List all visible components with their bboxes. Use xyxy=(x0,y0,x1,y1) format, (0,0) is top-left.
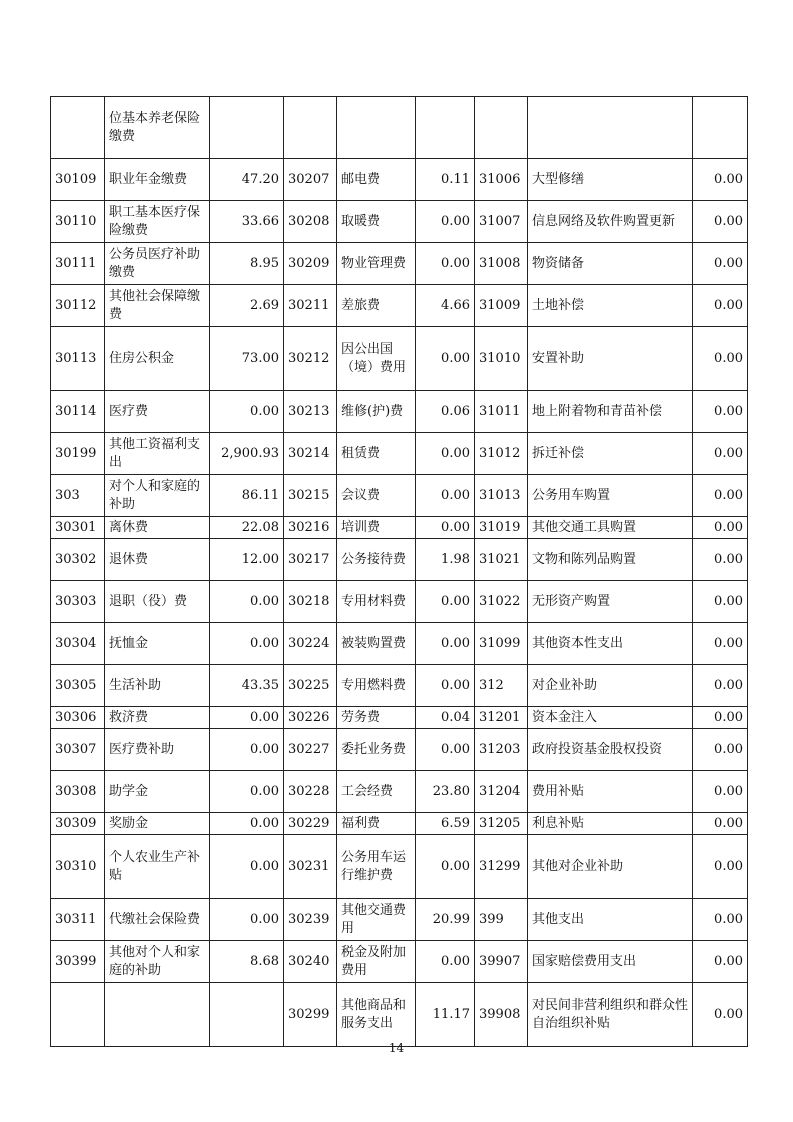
item-amount: 0.00 xyxy=(693,899,748,941)
item-name: 土地补偿 xyxy=(528,285,693,327)
item-code: 30310 xyxy=(51,835,105,899)
item-amount: 0.00 xyxy=(693,623,748,665)
item-name: 其他社会保障缴费 xyxy=(105,285,210,327)
item-name: 医疗费补助 xyxy=(105,729,210,771)
item-amount: 0.00 xyxy=(693,665,748,707)
table-row xyxy=(51,159,748,201)
item-amount: 0.00 xyxy=(693,327,748,391)
item-code: 30301 xyxy=(51,517,105,539)
item-name: 国家赔偿费用支出 xyxy=(528,941,693,983)
item-name: 物业管理费 xyxy=(337,243,416,285)
item-amount xyxy=(416,97,475,159)
item-amount: 0.00 xyxy=(416,835,475,899)
item-code: 31013 xyxy=(475,475,528,517)
item-name: 离休费 xyxy=(105,517,210,539)
item-amount: 8.68 xyxy=(210,941,284,983)
item-amount xyxy=(210,97,284,159)
item-name: 福利费 xyxy=(337,813,416,835)
table-row xyxy=(51,899,748,941)
item-code: 31201 xyxy=(475,707,528,729)
item-code: 30225 xyxy=(284,665,337,707)
item-name: 其他交通工具购置 xyxy=(528,517,693,539)
item-amount: 0.00 xyxy=(210,899,284,941)
item-code: 31012 xyxy=(475,433,528,475)
item-code: 399 xyxy=(475,899,528,941)
table-row xyxy=(51,707,748,729)
item-amount: 0.06 xyxy=(416,391,475,433)
item-code xyxy=(284,97,337,159)
item-amount: 0.00 xyxy=(693,475,748,517)
item-code: 31099 xyxy=(475,623,528,665)
item-code xyxy=(51,97,105,159)
item-amount: 0.00 xyxy=(210,729,284,771)
item-name: 医疗费 xyxy=(105,391,210,433)
item-code: 30306 xyxy=(51,707,105,729)
item-amount: 0.00 xyxy=(693,771,748,813)
item-code: 30213 xyxy=(284,391,337,433)
item-name xyxy=(528,97,693,159)
item-name: 其他对个人和家庭的补助 xyxy=(105,941,210,983)
item-name: 公务接待费 xyxy=(337,539,416,581)
item-name: 劳务费 xyxy=(337,707,416,729)
item-name: 对企业补助 xyxy=(528,665,693,707)
item-name: 生活补助 xyxy=(105,665,210,707)
item-code: 30214 xyxy=(284,433,337,475)
item-name xyxy=(337,97,416,159)
item-amount: 0.00 xyxy=(693,707,748,729)
item-amount: 0.00 xyxy=(416,433,475,475)
item-code: 31021 xyxy=(475,539,528,581)
item-amount: 0.00 xyxy=(210,581,284,623)
item-name: 奖励金 xyxy=(105,813,210,835)
item-code: 312 xyxy=(475,665,528,707)
item-name: 代缴社会保险费 xyxy=(105,899,210,941)
item-code: 31022 xyxy=(475,581,528,623)
item-name: 租赁费 xyxy=(337,433,416,475)
item-code: 31299 xyxy=(475,835,528,899)
item-code: 30110 xyxy=(51,201,105,243)
item-code: 30227 xyxy=(284,729,337,771)
item-amount: 4.66 xyxy=(416,285,475,327)
item-code: 31008 xyxy=(475,243,528,285)
item-name: 退职（役）费 xyxy=(105,581,210,623)
item-code: 30308 xyxy=(51,771,105,813)
table-row xyxy=(51,475,748,517)
item-code: 30226 xyxy=(284,707,337,729)
item-amount: 11.17 xyxy=(416,983,475,1047)
item-name: 其他交通费用 xyxy=(337,899,416,941)
item-amount: 0.00 xyxy=(693,581,748,623)
item-code: 30114 xyxy=(51,391,105,433)
item-code: 30111 xyxy=(51,243,105,285)
table-row xyxy=(51,97,748,159)
item-name: 会议费 xyxy=(337,475,416,517)
item-name: 其他工资福利支出 xyxy=(105,433,210,475)
item-name: 委托业务费 xyxy=(337,729,416,771)
item-code: 39907 xyxy=(475,941,528,983)
item-name: 文物和陈列品购置 xyxy=(528,539,693,581)
item-amount: 0.00 xyxy=(693,941,748,983)
item-name: 个人农业生产补贴 xyxy=(105,835,210,899)
item-amount: 0.00 xyxy=(416,665,475,707)
item-name: 对民间非营利组织和群众性自治组织补贴 xyxy=(528,983,693,1047)
item-name: 信息网络及软件购置更新 xyxy=(528,201,693,243)
table-row xyxy=(51,729,748,771)
item-amount: 43.35 xyxy=(210,665,284,707)
item-name: 物资储备 xyxy=(528,243,693,285)
item-name: 公务用车运行维护费 xyxy=(337,835,416,899)
table-row xyxy=(51,243,748,285)
item-amount: 2.69 xyxy=(210,285,284,327)
item-code: 30399 xyxy=(51,941,105,983)
item-amount: 0.00 xyxy=(693,201,748,243)
item-amount: 23.80 xyxy=(416,771,475,813)
item-code: 30112 xyxy=(51,285,105,327)
item-name: 差旅费 xyxy=(337,285,416,327)
item-name: 安置补助 xyxy=(528,327,693,391)
item-amount: 0.00 xyxy=(693,729,748,771)
item-name: 对个人和家庭的补助 xyxy=(105,475,210,517)
item-name xyxy=(105,983,210,1047)
table-row xyxy=(51,539,748,581)
item-name: 邮电费 xyxy=(337,159,416,201)
item-name: 其他资本性支出 xyxy=(528,623,693,665)
table-row xyxy=(51,517,748,539)
item-name: 其他支出 xyxy=(528,899,693,941)
item-name: 退休费 xyxy=(105,539,210,581)
item-amount xyxy=(693,97,748,159)
table-row xyxy=(51,813,748,835)
table-row xyxy=(51,433,748,475)
item-amount: 0.00 xyxy=(416,941,475,983)
item-amount: 0.00 xyxy=(210,771,284,813)
item-amount: 0.00 xyxy=(210,623,284,665)
item-code: 30302 xyxy=(51,539,105,581)
item-name: 职工基本医疗保险缴费 xyxy=(105,201,210,243)
item-name: 救济费 xyxy=(105,707,210,729)
item-amount: 2,900.93 xyxy=(210,433,284,475)
item-amount: 0.00 xyxy=(693,159,748,201)
item-amount: 0.00 xyxy=(210,835,284,899)
item-name: 利息补贴 xyxy=(528,813,693,835)
item-amount: 0.00 xyxy=(416,517,475,539)
table-row xyxy=(51,623,748,665)
item-code: 303 xyxy=(51,475,105,517)
item-amount: 20.99 xyxy=(416,899,475,941)
item-code: 30304 xyxy=(51,623,105,665)
item-amount: 0.00 xyxy=(416,729,475,771)
item-amount: 0.00 xyxy=(693,391,748,433)
item-code: 30224 xyxy=(284,623,337,665)
item-code: 30217 xyxy=(284,539,337,581)
item-name: 拆迁补偿 xyxy=(528,433,693,475)
item-name: 专用燃料费 xyxy=(337,665,416,707)
item-code xyxy=(51,983,105,1047)
item-name: 无形资产购置 xyxy=(528,581,693,623)
item-code: 31009 xyxy=(475,285,528,327)
item-code: 30240 xyxy=(284,941,337,983)
item-name: 因公出国（境）费用 xyxy=(337,327,416,391)
table-body xyxy=(51,97,748,1047)
page-number: 14 xyxy=(388,1041,405,1055)
item-code: 31006 xyxy=(475,159,528,201)
item-name: 住房公积金 xyxy=(105,327,210,391)
item-code: 30303 xyxy=(51,581,105,623)
item-code: 30113 xyxy=(51,327,105,391)
table-row xyxy=(51,201,748,243)
item-code: 30309 xyxy=(51,813,105,835)
item-code: 30231 xyxy=(284,835,337,899)
item-code: 39908 xyxy=(475,983,528,1047)
item-code: 30212 xyxy=(284,327,337,391)
item-name: 税金及附加费用 xyxy=(337,941,416,983)
item-name: 专用材料费 xyxy=(337,581,416,623)
item-amount: 0.00 xyxy=(693,517,748,539)
item-amount: 86.11 xyxy=(210,475,284,517)
item-amount: 0.00 xyxy=(416,201,475,243)
item-code: 30307 xyxy=(51,729,105,771)
item-code: 31019 xyxy=(475,517,528,539)
item-amount: 22.08 xyxy=(210,517,284,539)
item-name: 其他对企业补助 xyxy=(528,835,693,899)
item-name: 被装购置费 xyxy=(337,623,416,665)
item-name: 其他商品和服务支出 xyxy=(337,983,416,1047)
item-name: 位基本养老保险缴费 xyxy=(105,97,210,159)
item-code: 30305 xyxy=(51,665,105,707)
item-amount: 0.00 xyxy=(693,243,748,285)
item-code: 31007 xyxy=(475,201,528,243)
item-name: 维修(护)费 xyxy=(337,391,416,433)
item-amount: 0.00 xyxy=(416,581,475,623)
table-row xyxy=(51,941,748,983)
item-code xyxy=(475,97,528,159)
item-code: 30211 xyxy=(284,285,337,327)
item-code: 31204 xyxy=(475,771,528,813)
item-amount: 73.00 xyxy=(210,327,284,391)
item-amount: 0.00 xyxy=(693,285,748,327)
item-name: 职业年金缴费 xyxy=(105,159,210,201)
item-amount: 0.00 xyxy=(693,539,748,581)
item-name: 取暖费 xyxy=(337,201,416,243)
table-row xyxy=(51,771,748,813)
item-amount: 0.11 xyxy=(416,159,475,201)
item-amount: 0.00 xyxy=(693,433,748,475)
table-row xyxy=(51,581,748,623)
item-code: 30209 xyxy=(284,243,337,285)
item-code: 31011 xyxy=(475,391,528,433)
item-amount: 0.00 xyxy=(416,243,475,285)
item-name: 培训费 xyxy=(337,517,416,539)
item-name: 资本金注入 xyxy=(528,707,693,729)
item-name: 费用补贴 xyxy=(528,771,693,813)
item-code: 30207 xyxy=(284,159,337,201)
item-name: 地上附着物和青苗补偿 xyxy=(528,391,693,433)
item-name: 公务用车购置 xyxy=(528,475,693,517)
item-code: 30239 xyxy=(284,899,337,941)
item-amount: 0.00 xyxy=(416,623,475,665)
item-name: 抚恤金 xyxy=(105,623,210,665)
item-amount: 0.04 xyxy=(416,707,475,729)
item-name: 工会经费 xyxy=(337,771,416,813)
table-row xyxy=(51,285,748,327)
item-amount: 0.00 xyxy=(210,391,284,433)
item-name: 大型修缮 xyxy=(528,159,693,201)
item-code: 30109 xyxy=(51,159,105,201)
item-code: 30216 xyxy=(284,517,337,539)
item-name: 政府投资基金股权投资 xyxy=(528,729,693,771)
item-amount: 0.00 xyxy=(416,327,475,391)
table-row xyxy=(51,665,748,707)
table-row xyxy=(51,983,748,1047)
item-amount: 1.98 xyxy=(416,539,475,581)
item-amount: 0.00 xyxy=(416,475,475,517)
item-code: 30208 xyxy=(284,201,337,243)
item-name: 公务员医疗补助缴费 xyxy=(105,243,210,285)
item-code: 31205 xyxy=(475,813,528,835)
item-amount: 0.00 xyxy=(210,813,284,835)
table-row xyxy=(51,391,748,433)
item-code: 31010 xyxy=(475,327,528,391)
item-code: 30229 xyxy=(284,813,337,835)
item-amount: 12.00 xyxy=(210,539,284,581)
item-amount: 6.59 xyxy=(416,813,475,835)
table-row xyxy=(51,835,748,899)
item-code: 30199 xyxy=(51,433,105,475)
item-code: 30218 xyxy=(284,581,337,623)
item-amount: 8.95 xyxy=(210,243,284,285)
item-amount: 47.20 xyxy=(210,159,284,201)
item-amount: 0.00 xyxy=(693,813,748,835)
item-amount: 0.00 xyxy=(693,983,748,1047)
item-code: 30228 xyxy=(284,771,337,813)
item-amount xyxy=(210,983,284,1047)
item-code: 31203 xyxy=(475,729,528,771)
table-row xyxy=(51,327,748,391)
item-amount: 33.66 xyxy=(210,201,284,243)
item-code: 30311 xyxy=(51,899,105,941)
budget-expenditure-table xyxy=(50,96,748,1047)
item-amount: 0.00 xyxy=(210,707,284,729)
item-name: 助学金 xyxy=(105,771,210,813)
item-amount: 0.00 xyxy=(693,835,748,899)
item-code: 30299 xyxy=(284,983,337,1047)
item-code: 30215 xyxy=(284,475,337,517)
